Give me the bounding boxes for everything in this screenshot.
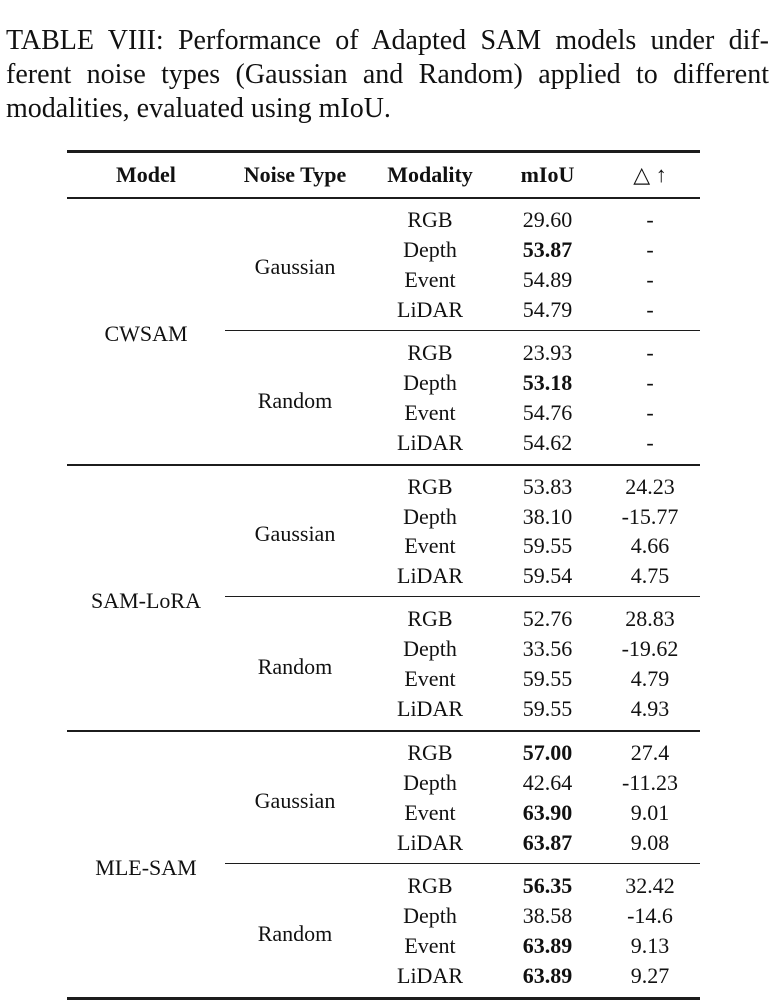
modality-cell: Depth [403, 770, 457, 796]
modality-cell: Event [404, 533, 456, 559]
miou-cell: 54.62 [522, 429, 573, 455]
model-group-cwsam [67, 198, 700, 465]
delta-cell: 28.83 [625, 606, 675, 632]
modality-cell: RGB [407, 740, 453, 766]
header-modality: Modality [387, 162, 473, 187]
delta-cell: -15.77 [621, 503, 679, 529]
noise-type-cell: Random [257, 920, 333, 946]
miou-cell: 54.89 [522, 266, 573, 292]
miou-cell: 63.89 [522, 932, 573, 958]
miou-cell: 54.76 [522, 399, 573, 425]
model-group-sam-lora [67, 465, 700, 732]
delta-cell: - [600, 295, 700, 330]
delta-cell: 9.08 [600, 828, 700, 863]
delta-cell: - [646, 236, 654, 262]
miou-cell: 29.60 [522, 206, 573, 232]
modality-cell: RGB [407, 206, 453, 232]
modality-cell: Depth [403, 902, 457, 928]
table-caption [6, 24, 769, 126]
header-noise-type: Noise Type [243, 162, 347, 187]
modality-cell: Depth [403, 236, 457, 262]
miou-cell: 59.55 [522, 533, 573, 559]
delta-cell: -11.23 [621, 770, 678, 796]
modality-cell: Event [404, 266, 456, 292]
delta-cell: -19.62 [621, 636, 679, 662]
delta-cell: 27.4 [630, 740, 670, 766]
modality-cell: RGB [407, 339, 453, 365]
delta-cell: - [646, 429, 654, 455]
caption-line-1: TABLE VIII: Performance of Adapted SAM models under dif- [6, 25, 769, 56]
miou-cell: 53.87 [522, 236, 573, 262]
modality-cell: Event [404, 399, 456, 425]
miou-cell: 59.54 [495, 561, 600, 596]
table-row [67, 731, 700, 768]
noise-type-cell: Gaussian [225, 465, 365, 597]
modality-cell: Event [404, 666, 456, 692]
table-row [67, 465, 700, 502]
miou-cell: 54.79 [495, 295, 600, 330]
miou-cell: 38.58 [522, 902, 573, 928]
delta-cell: - [646, 206, 654, 232]
noise-type-cell: Random [257, 654, 333, 680]
noise-type-cell: Gaussian [225, 198, 365, 330]
modality-cell: LiDAR [397, 429, 463, 455]
miou-cell: 52.76 [522, 606, 573, 632]
modality-cell: LiDAR [365, 295, 495, 330]
model-cell: MLE-SAM [95, 854, 197, 880]
modality-cell: Event [404, 800, 456, 826]
delta-cell: 4.93 [630, 696, 670, 722]
modality-cell: LiDAR [397, 962, 463, 988]
delta-cell: 4.75 [600, 561, 700, 596]
header-delta-up-icon: △ ↑ [633, 162, 667, 187]
miou-cell: 23.93 [522, 339, 573, 365]
header-model: Model [116, 162, 176, 187]
modality-cell: Event [404, 932, 456, 958]
delta-cell: - [646, 369, 654, 395]
miou-cell: 33.56 [522, 636, 573, 662]
modality-cell: LiDAR [365, 561, 495, 596]
delta-cell: - [646, 399, 654, 425]
modality-cell: LiDAR [365, 828, 495, 863]
delta-cell: 9.13 [630, 932, 670, 958]
delta-cell: - [646, 266, 654, 292]
miou-cell: 59.55 [522, 696, 573, 722]
delta-cell: - [646, 339, 654, 365]
model-cell: SAM-LoRA [90, 587, 201, 613]
miou-cell: 53.83 [522, 473, 573, 499]
noise-type-cell: Random [257, 387, 333, 413]
caption-line-3: modalities, evaluated using mIoU. [6, 93, 391, 124]
miou-cell: 59.55 [522, 666, 573, 692]
model-cell: CWSAM [104, 321, 188, 347]
results-table [67, 150, 700, 1000]
delta-cell: 9.01 [630, 800, 670, 826]
modality-cell: RGB [407, 606, 453, 632]
modality-cell: Depth [403, 369, 457, 395]
miou-cell: 53.18 [522, 369, 573, 395]
table-row [67, 198, 700, 235]
miou-cell: 38.10 [522, 503, 573, 529]
noise-type-cell: Gaussian [225, 731, 365, 863]
delta-cell: 24.23 [625, 473, 675, 499]
modality-cell: RGB [407, 873, 453, 899]
modality-cell: Depth [403, 503, 457, 529]
miou-cell: 63.87 [495, 828, 600, 863]
modality-cell: RGB [407, 473, 453, 499]
delta-cell: 4.79 [630, 666, 670, 692]
miou-cell: 42.64 [522, 770, 573, 796]
table-header-row [67, 152, 700, 198]
modality-cell: LiDAR [397, 696, 463, 722]
delta-cell: -14.6 [627, 902, 673, 928]
model-group-mle-sam [67, 731, 700, 998]
delta-cell: 9.27 [630, 962, 670, 988]
delta-cell: 4.66 [630, 533, 670, 559]
miou-cell: 57.00 [522, 740, 573, 766]
caption-line-2: ferent noise types (Gaussian and Random) applied to different [6, 59, 769, 90]
header-miou: mIoU [520, 162, 575, 187]
miou-cell: 63.89 [522, 962, 573, 988]
miou-cell: 63.90 [522, 800, 573, 826]
miou-cell: 56.35 [522, 873, 573, 899]
delta-cell: 32.42 [625, 873, 675, 899]
modality-cell: Depth [403, 636, 457, 662]
